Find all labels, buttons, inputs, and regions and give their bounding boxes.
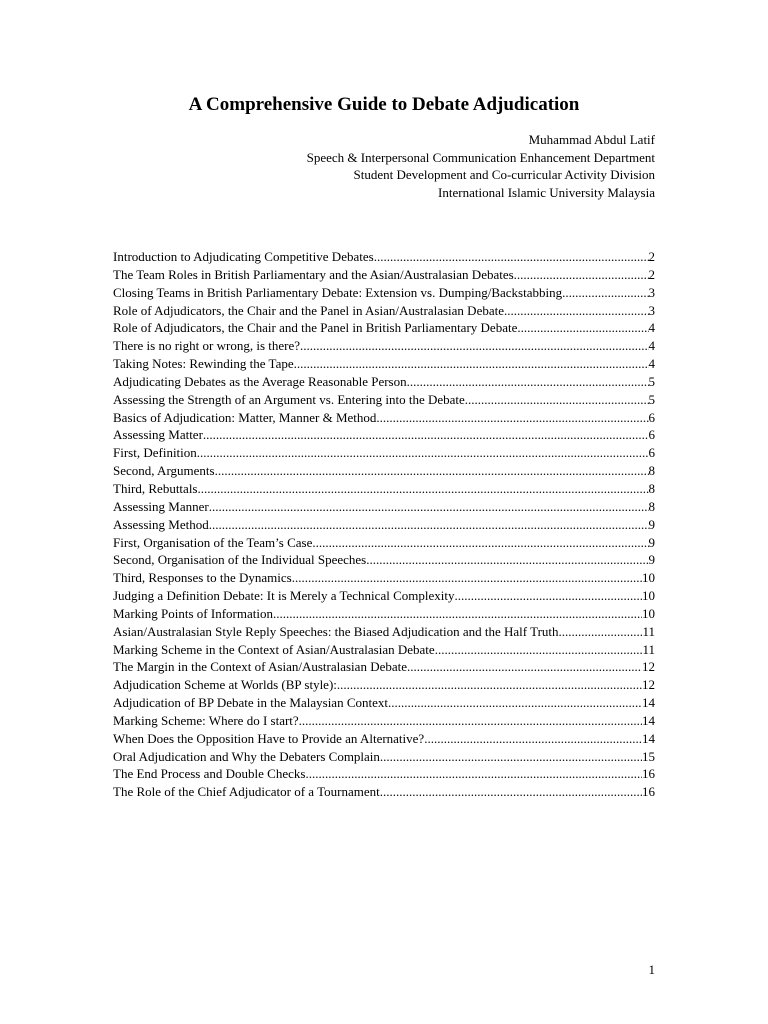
toc-entry-title: The Team Roles in British Parliamentary and the Asian/Australasian Debates [113, 266, 514, 282]
toc-entry[interactable] [113, 730, 655, 748]
toc-entry[interactable] [113, 712, 655, 730]
toc-leader-dots [454, 587, 642, 605]
toc-entry-page: 11 [642, 623, 655, 639]
toc-entry[interactable] [113, 355, 655, 373]
toc-entry-page: 10 [642, 570, 655, 586]
toc-leader-dots [504, 302, 649, 320]
toc-leader-dots [292, 569, 642, 587]
toc-entry-title: Marking Points of Information [113, 605, 273, 621]
toc-leader-dots [337, 676, 642, 694]
toc-entry-page: 8 [648, 463, 655, 479]
toc-entry[interactable] [113, 266, 655, 284]
toc-entry-page: 6 [648, 427, 655, 443]
toc-leader-dots [380, 748, 642, 766]
toc-entry-page: 6 [648, 445, 655, 461]
toc-entry[interactable] [113, 605, 655, 623]
toc-entry-title: Marking Scheme: Where do I start? [113, 712, 299, 728]
toc-entry[interactable] [113, 587, 655, 605]
toc-entry-page: 12 [642, 659, 655, 675]
toc-entry[interactable] [113, 748, 655, 766]
toc-entry[interactable] [113, 623, 655, 641]
toc-entry-title: Adjudicating Debates as the Average Reasonable Person [113, 373, 407, 389]
toc-entry-title: The Margin in the Context of Asian/Australasian Debate [113, 659, 407, 675]
toc-entry-page: 16 [642, 766, 655, 782]
toc-entry-page: 3 [648, 284, 655, 300]
toc-entry-page: 11 [642, 641, 655, 657]
toc-entry-title: Marking Scheme in the Context of Asian/Australasian Debate [113, 641, 435, 657]
toc-leader-dots [380, 783, 642, 801]
toc-entry-title: Third, Rebuttals [113, 480, 198, 496]
toc-entry-page: 10 [642, 588, 655, 604]
toc-entry-page: 4 [648, 338, 655, 354]
toc-leader-dots [465, 391, 649, 409]
toc-entry[interactable] [113, 409, 655, 427]
toc-entry[interactable] [113, 391, 655, 409]
toc-entry[interactable] [113, 480, 655, 498]
toc-entry-title: Adjudication Scheme at Worlds (BP style): [113, 677, 337, 693]
toc-entry-page: 9 [648, 552, 655, 568]
toc-entry-page: 14 [642, 712, 655, 728]
toc-entry-page: 6 [648, 409, 655, 425]
toc-entry[interactable] [113, 284, 655, 302]
toc-entry[interactable] [113, 694, 655, 712]
toc-entry-title: The End Process and Double Checks [113, 766, 306, 782]
toc-entry[interactable] [113, 641, 655, 659]
toc-leader-dots [407, 373, 649, 391]
toc-entry[interactable] [113, 783, 655, 801]
toc-leader-dots [209, 516, 649, 534]
toc-entry[interactable] [113, 534, 655, 552]
toc-leader-dots [388, 694, 642, 712]
toc-entry-page: 14 [642, 730, 655, 746]
toc-entry-page: 4 [648, 356, 655, 372]
toc-entry[interactable] [113, 676, 655, 694]
table-of-contents [113, 248, 655, 801]
toc-entry-title: Second, Arguments [113, 463, 215, 479]
toc-leader-dots [366, 551, 648, 569]
toc-entry-page: 3 [648, 302, 655, 318]
toc-entry-title: Assessing Method [113, 516, 209, 532]
toc-entry[interactable] [113, 248, 655, 266]
toc-entry-page: 2 [648, 266, 655, 282]
toc-entry-page: 4 [648, 320, 655, 336]
toc-entry[interactable] [113, 426, 655, 444]
toc-entry-title: First, Organisation of the Team’s Case [113, 534, 313, 550]
toc-entry[interactable] [113, 462, 655, 480]
toc-entry[interactable] [113, 516, 655, 534]
toc-entry-title: Assessing the Strength of an Argument vs. Entering into the Debate [113, 391, 465, 407]
toc-entry-page: 9 [648, 516, 655, 532]
toc-entry[interactable] [113, 444, 655, 462]
toc-entry[interactable] [113, 569, 655, 587]
toc-entry-page: 2 [648, 249, 655, 264]
toc-entry-title: There is no right or wrong, is there? [113, 338, 301, 354]
toc-entry-page: 15 [642, 748, 655, 764]
author-name: Muhammad Abdul Latif [528, 132, 655, 147]
toc-entry-title: Taking Notes: Rewinding the Tape [113, 356, 294, 372]
toc-leader-dots [215, 462, 649, 480]
toc-entry[interactable] [113, 551, 655, 569]
toc-entry-title: Third, Responses to the Dynamics [113, 570, 292, 586]
toc-leader-dots [203, 426, 649, 444]
document-title: A Comprehensive Guide to Debate Adjudication [188, 94, 580, 115]
toc-entry-title: Adjudication of BP Debate in the Malaysian Context [113, 695, 388, 711]
toc-leader-dots [312, 534, 648, 552]
affiliation-line: Student Development and Co-curricular Activity Division [353, 167, 655, 182]
toc-leader-dots [517, 319, 648, 337]
toc-entry-title: Introduction to Adjudicating Competitive Debates [113, 249, 374, 264]
toc-leader-dots [198, 480, 649, 498]
toc-entry-title: First, Definition [113, 445, 197, 461]
toc-entry-page: 16 [642, 784, 655, 800]
toc-entry-title: Role of Adjudicators, the Chair and the Panel in British Parliamentary Debate [113, 320, 518, 336]
toc-leader-dots [294, 355, 649, 373]
toc-leader-dots [305, 765, 642, 783]
toc-leader-dots [407, 658, 642, 676]
toc-entry[interactable] [113, 319, 655, 337]
toc-entry-page: 8 [648, 480, 655, 496]
toc-leader-dots [273, 605, 642, 623]
toc-leader-dots [424, 730, 642, 748]
toc-leader-dots [376, 409, 648, 427]
toc-entry[interactable] [113, 337, 655, 355]
toc-entry[interactable] [113, 658, 655, 676]
toc-entry-title: Closing Teams in British Parliamentary Debate: Extension vs. Dumping/Backstabbing [113, 284, 563, 300]
toc-entry-page: 12 [642, 677, 655, 693]
toc-entry-title: When Does the Opposition Have to Provide an Alternative? [113, 730, 425, 746]
toc-entry-title: Basics of Adjudication: Matter, Manner & Method [113, 409, 377, 425]
toc-leader-dots [209, 498, 649, 516]
toc-entry-page: 10 [642, 605, 655, 621]
toc-entry-page: 14 [642, 695, 655, 711]
toc-entry-page: 5 [648, 373, 655, 389]
toc-entry-title: Judging a Definition Debate: It is Merely a Technical Complexity [113, 588, 455, 604]
author-block [307, 131, 655, 201]
affiliation-line: Speech & Interpersonal Communication Enhancement Department [306, 149, 655, 165]
toc-leader-dots [300, 337, 648, 355]
toc-entry-title: The Role of the Chief Adjudicator of a Tournament [113, 784, 380, 800]
page-number: 1 [648, 962, 655, 977]
toc-leader-dots [562, 284, 648, 302]
toc-entry-title: Asian/Australasian Style Reply Speeches: the Biased Adjudication and the Half Truth [113, 623, 559, 639]
toc-entry-page: 8 [648, 498, 655, 514]
toc-entry[interactable] [113, 765, 655, 783]
toc-leader-dots [514, 266, 649, 284]
affiliation-line: International Islamic University Malaysia [438, 184, 655, 200]
toc-entry-page: 9 [648, 534, 655, 550]
toc-entry[interactable] [113, 498, 655, 516]
toc-entry-title: Oral Adjudication and Why the Debaters Complain [113, 748, 380, 764]
toc-leader-dots [559, 623, 643, 641]
toc-entry-page: 5 [648, 391, 655, 407]
toc-entry[interactable] [113, 373, 655, 391]
toc-entry-title: Second, Organisation of the Individual Speeches [113, 552, 367, 568]
toc-entry-title: Assessing Matter [113, 427, 203, 443]
toc-entry-title: Assessing Manner [113, 498, 209, 514]
toc-leader-dots [197, 444, 649, 462]
toc-leader-dots [374, 248, 649, 266]
toc-entry[interactable] [113, 302, 655, 320]
toc-leader-dots [435, 641, 643, 659]
toc-leader-dots [299, 712, 642, 730]
toc-entry-title: Role of Adjudicators, the Chair and the Panel in Asian/Australasian Debate [113, 302, 504, 318]
